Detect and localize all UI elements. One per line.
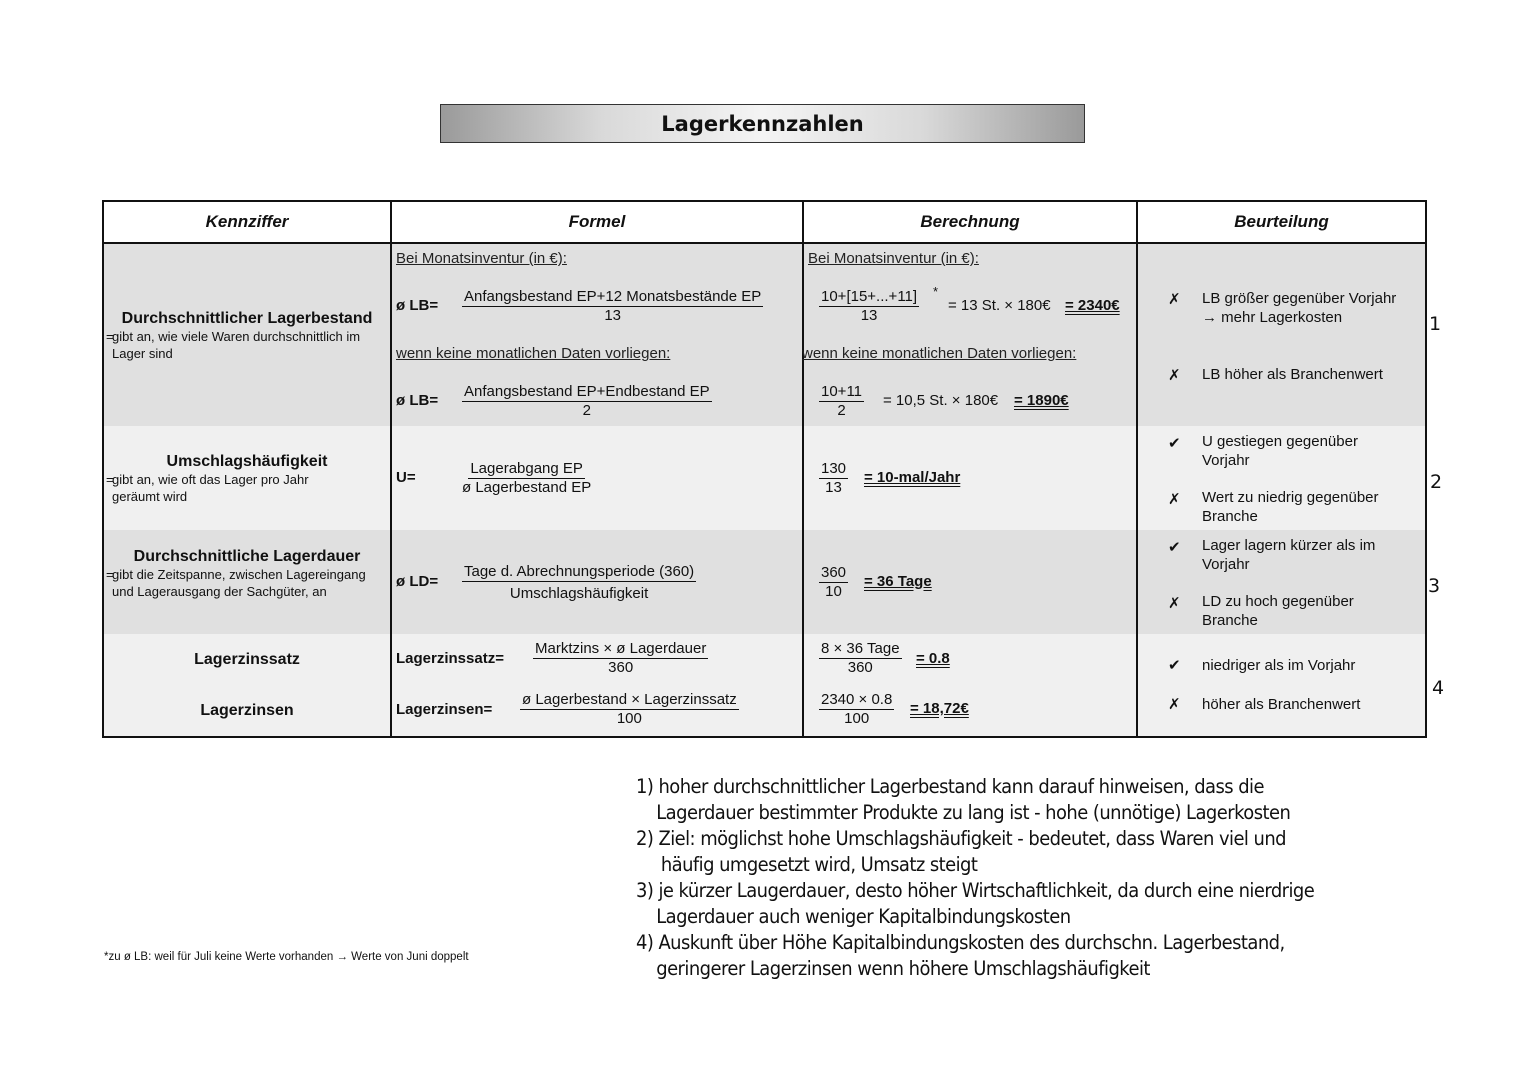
beurteilung-text: Wert zu niedrig gegenüber Branche [1202,489,1379,525]
fraction-denominator: 13 [825,479,842,496]
formel-fraction [462,563,696,603]
berechnung-calc: = 10,5 St. × 180€ [883,392,999,409]
fraction-numerator: 2340 × 0.8 [821,691,893,708]
kennziffer-name: Lagerzinssatz [194,651,300,668]
table-header-row [103,201,1426,243]
berechnung-fraction [819,640,902,677]
berechnung-result: = 36 Tage [864,573,932,590]
note-line: Lagerdauer auch weniger Kapitalbindungskosten [656,905,1071,928]
beurteilung-text: Lager lagern kürzer als im Vorjahr [1202,537,1376,573]
cross-icon: ✗ [1168,696,1181,713]
berechnung-result: = 2340€ [1065,297,1120,314]
beurteilung-cell [1137,243,1426,426]
beurteilung-text: höher als Branchenwert [1202,696,1361,713]
beurteilung-cell [1137,426,1426,530]
cross-icon: ✗ [1168,491,1181,508]
beurteilung-text: LD zu hoch gegenüber Branche [1202,593,1354,629]
beurteilung-text: LB größer gegenüber Vorjahr → mehr Lagerkosten [1202,290,1397,326]
fraction-numerator: 10+[15+...+11] [821,288,918,305]
fraction-numerator: Anfangsbestand EP+12 Monatsbestände EP [464,288,762,305]
berechnung-heading: Bei Monatsinventur (in €): [808,250,979,267]
table-row [103,530,1426,634]
fraction-denominator: 2 [582,402,591,419]
fraction-denominator: 100 [616,710,642,727]
fraction-denominator: ø Lagerbestand EP [462,479,592,496]
fraction-numerator: 130 [821,460,847,477]
fraction-numerator: Marktzins × ø Lagerdauer [535,640,707,657]
beurteilung-cell [1137,530,1426,634]
formel-label: Lagerzinsen= [396,701,493,718]
beurteilung-cell [1137,634,1426,737]
notes-list [636,774,1354,982]
fraction-denominator: 13 [604,307,621,324]
berechnung-result: = 1890€ [1014,392,1069,409]
fraction-numerator: 10+11 [821,383,863,400]
berechnung-heading: wenn keine monatlichen Daten vorliegen: [802,345,1077,362]
cross-icon: ✗ [1168,367,1181,384]
cross-icon: ✗ [1168,291,1181,308]
berechnung-cell [803,243,1137,426]
formel-label: Lagerzinssatz= [396,650,504,667]
cross-icon: ✗ [1168,595,1181,612]
berechnung-result: = 0.8 [916,650,950,667]
berechnung-fraction [819,691,894,728]
formel-cell [391,530,803,634]
kennziffer-cell [103,530,391,634]
formel-fraction [533,640,708,677]
side-number: 4 [1432,677,1445,699]
berechnung-calc: = 13 St. × 180€ [948,297,1051,314]
header-beurteilung: Beurteilung [1137,201,1426,243]
formel-cell [391,634,803,737]
kennziffer-cell [103,426,391,530]
berechnung-cell [803,426,1137,530]
fraction-numerator: 360 [821,564,847,581]
formel-label: U= [396,469,416,486]
formel-heading: Bei Monatsinventur (in €): [396,250,567,267]
note-line: häufig umgesetzt wird, Umsatz steigt [660,853,978,876]
formel-cell [391,426,803,530]
note-line: Lagerdauer bestimmter Produkte zu lang ist - hohe (unnötige) Lagerkosten [656,801,1291,824]
kennziffer-name: Umschlagshäufigkeit [166,453,328,470]
kennziffer-desc: = gibt die Zeitspanne, zwischen Lagereingang und Lagerausgang der Sachgüter, an [112,566,372,600]
beurteilung-text: niedriger als im Vorjahr [1202,657,1356,674]
footnote: *zu ø LB: weil für Juli keine Werte vorhanden → Werte von Juni doppelt [104,951,469,963]
side-number: 1 [1429,313,1442,335]
formel-label: ø LB= [396,297,439,314]
beurteilung-text: LB höher als Branchenwert [1202,366,1383,383]
fraction-denominator: 2 [837,402,846,419]
check-icon: ✔ [1168,657,1181,674]
berechnung-cell [803,634,1137,737]
table-row [103,243,1426,426]
fraction-denominator: 360 [847,659,873,676]
kennziffer-desc: = gibt an, wie viele Waren durchschnittlich im Lager sind [112,328,386,362]
formel-label: ø LD= [396,573,439,590]
header-kennziffer: Kennziffer [103,201,391,243]
fraction-denominator: 10 [825,583,842,600]
table-row [103,634,1426,737]
formel-cell [391,243,803,426]
footnote-star: * [933,284,939,299]
fraction-numerator: ø Lagerbestand × Lagerzinssatz [522,691,737,708]
kennziffer-name: Durchschnittliche Lagerdauer [133,548,361,565]
berechnung-fraction [819,564,848,601]
kennziffer-cell [103,634,391,737]
fraction-numerator: Lagerabgang EP [470,460,583,477]
header-formel: Formel [391,201,803,243]
berechnung-fraction [819,383,864,420]
note-line: 4) Auskunft über Höhe Kapitalbindungskosten des durchschn. Lagerbestand, [636,931,1285,954]
berechnung-result: = 10-mal/Jahr [864,469,961,486]
kennziffer-name: Lagerzinsen [200,702,294,719]
kennzahlen-table [102,200,1427,738]
kennziffer-cell [103,243,391,426]
note-line: 3) je kürzer Laugerdauer, desto höher Wirtschaftlichkeit, da durch eine nierdrige [636,879,1315,902]
note-line: 1) hoher durchschnittlicher Lagerbestand kann darauf hinweisen, dass die [636,775,1264,798]
formel-fraction [520,691,739,728]
fraction-numerator: 8 × 36 Tage [821,640,900,657]
note-line: 2) Ziel: möglichst hohe Umschlagshäufigkeit - bedeutet, dass Waren viel und [636,827,1286,850]
fraction-denominator: 13 [860,307,878,324]
header-berechnung: Berechnung [803,201,1137,243]
formel-label: ø LB= [396,392,439,409]
fraction-denominator: 360 [608,659,634,676]
check-icon: ✔ [1168,435,1181,452]
fraction-denominator: Umschlagshäufigkeit [509,585,649,602]
formel-fraction [462,383,712,420]
fraction-denominator: 100 [844,710,870,727]
berechnung-fraction [819,288,919,325]
table-row [103,426,1426,530]
fraction-numerator: Tage d. Abrechnungsperiode (360) [464,563,695,580]
side-number: 2 [1430,471,1443,493]
note-line: geringerer Lagerzinsen wenn höhere Umschlagshäufigkeit [656,957,1150,980]
kennziffer-desc: = gibt an, wie oft das Lager pro Jahr geräumt wird [112,471,352,505]
formel-fraction [462,288,763,325]
berechnung-fraction [819,460,848,497]
berechnung-result: = 18,72€ [910,700,969,717]
beurteilung-text: U gestiegen gegenüber Vorjahr [1202,433,1358,469]
kennziffer-name: Durchschnittlicher Lagerbestand [121,310,373,327]
page-title: Lagerkennzahlen [440,104,1085,143]
side-number: 3 [1428,575,1441,597]
berechnung-cell [803,530,1137,634]
formel-fraction [460,460,593,497]
fraction-numerator: Anfangsbestand EP+Endbestand EP [464,383,710,400]
check-icon: ✔ [1168,539,1181,556]
formel-heading: wenn keine monatlichen Daten vorliegen: [396,345,671,362]
